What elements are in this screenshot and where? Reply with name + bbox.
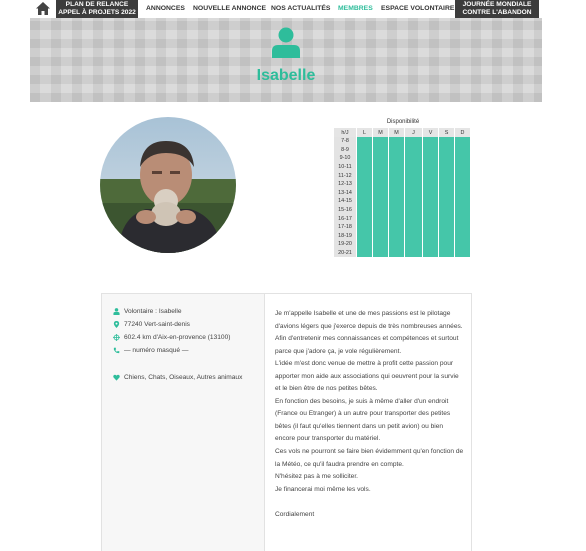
availability-cell xyxy=(455,206,471,215)
heart-icon xyxy=(113,374,120,381)
availability-cell xyxy=(439,171,455,180)
availability-cell xyxy=(373,223,389,232)
availability-cell xyxy=(405,146,423,155)
availability-cell xyxy=(439,206,455,215)
info-phone xyxy=(113,347,189,354)
availability-cell xyxy=(373,240,389,249)
profile-card xyxy=(101,293,472,551)
hour-label: 12-13 xyxy=(334,180,357,189)
availability-cell xyxy=(389,214,405,223)
availability-cell xyxy=(439,146,455,155)
availability-row xyxy=(334,249,471,258)
availability-row xyxy=(334,240,471,249)
availability-cell xyxy=(455,197,471,206)
availability-cell xyxy=(455,214,471,223)
plan-relance-line2: APPEL À PROJETS 2022 xyxy=(58,9,136,16)
day-header: L xyxy=(357,128,373,137)
info-animals xyxy=(113,374,242,381)
availability-title: Disponibilité xyxy=(386,119,420,125)
availability-cell xyxy=(389,137,405,146)
day-header: S xyxy=(439,128,455,137)
availability-cell xyxy=(423,240,439,249)
description-paragraph: L'idée m'est donc venue de mettre à profit cette passion pour apporter mon aide aux associations qui oeuvrent pour la survie et le bien être de nos petites bêtes. xyxy=(275,360,459,393)
city-text: 77240 Vert-saint-denis xyxy=(124,321,190,328)
availability-cell xyxy=(373,189,389,198)
availability-cell xyxy=(357,189,373,198)
availability-cell xyxy=(373,154,389,163)
availability-cell xyxy=(405,214,423,223)
description-paragraph: Ces vols ne pourront se faire bien évidemment qu'en fonction de la Météo, ce qu'il faudra prendre en compte. xyxy=(275,448,464,468)
availability-cell xyxy=(357,249,373,258)
availability-cell xyxy=(423,249,439,258)
availability-row xyxy=(334,206,471,215)
plan-relance-line1: PLAN DE RELANCE xyxy=(65,1,129,8)
availability-cell xyxy=(357,240,373,249)
availability-cell xyxy=(423,206,439,215)
availability-cell xyxy=(373,249,389,258)
availability-cell xyxy=(405,189,423,198)
hour-label: 10-11 xyxy=(334,163,357,172)
availability-cell xyxy=(423,163,439,172)
availability-cell xyxy=(455,163,471,172)
availability-row xyxy=(334,154,471,163)
availability-row xyxy=(334,189,471,198)
phone-icon xyxy=(113,347,120,354)
availability-cell xyxy=(357,223,373,232)
profile-description xyxy=(275,308,465,521)
availability-cell xyxy=(439,180,455,189)
day-header: J xyxy=(405,128,423,137)
hour-label: 7-8 xyxy=(334,137,357,146)
day-header: M xyxy=(389,128,405,137)
availability-cell xyxy=(357,154,373,163)
availability-cell xyxy=(455,180,471,189)
availability-row xyxy=(334,137,471,146)
availability-cell xyxy=(423,137,439,146)
nav-nouvelle-annonce[interactable]: NOUVELLE ANNONCE xyxy=(193,5,267,12)
availability-cell xyxy=(455,189,471,198)
volunteer-text: Volontaire : Isabelle xyxy=(124,308,182,315)
availability-cell xyxy=(405,154,423,163)
nav-membres[interactable]: MEMBRES xyxy=(338,5,373,12)
availability-cell xyxy=(455,232,471,241)
hour-label: 14-15 xyxy=(334,197,357,206)
availability-cell xyxy=(389,146,405,155)
availability-cell xyxy=(423,232,439,241)
animals-text: Chiens, Chats, Oiseaux, Autres animaux xyxy=(124,374,243,381)
availability-cell xyxy=(423,171,439,180)
availability-cell xyxy=(405,197,423,206)
availability-cell xyxy=(455,171,471,180)
availability-cell xyxy=(423,146,439,155)
availability-cell xyxy=(439,232,455,241)
availability-cell xyxy=(439,214,455,223)
availability-cell xyxy=(405,180,423,189)
availability-row xyxy=(334,214,471,223)
availability-cell xyxy=(373,163,389,172)
availability-cell xyxy=(389,232,405,241)
availability-cell xyxy=(439,240,455,249)
description-paragraph: N'hésitez pas à me solliciter. xyxy=(275,473,358,481)
availability-cell xyxy=(455,154,471,163)
availability-cell xyxy=(439,163,455,172)
availability-cell xyxy=(389,223,405,232)
availability-cell xyxy=(357,206,373,215)
availability-cell xyxy=(423,214,439,223)
avatar xyxy=(100,117,236,253)
availability-cell xyxy=(357,146,373,155)
availability-cell xyxy=(439,154,455,163)
availability-cell xyxy=(455,137,471,146)
availability-cell xyxy=(373,206,389,215)
hour-label: 20-21 xyxy=(334,249,357,258)
map-marker-icon xyxy=(113,321,120,328)
availability-cell xyxy=(389,154,405,163)
availability-cell xyxy=(357,197,373,206)
hour-label: 17-18 xyxy=(334,223,357,232)
description-paragraph: Cordialement xyxy=(275,510,315,518)
availability-row xyxy=(334,146,471,155)
user-icon xyxy=(270,26,302,58)
info-volunteer xyxy=(113,308,182,315)
hour-label: 15-16 xyxy=(334,206,357,215)
day-header: M xyxy=(373,128,389,137)
hour-label: 13-14 xyxy=(334,189,357,198)
availability-cell xyxy=(423,189,439,198)
availability-cell xyxy=(357,163,373,172)
description-paragraph xyxy=(275,496,465,509)
availability-cell xyxy=(373,197,389,206)
nav-espace-volontaire[interactable]: ESPACE VOLONTAIRE xyxy=(381,5,455,12)
distance-text: 602.4 km d'Aix-en-provence (13100) xyxy=(124,334,231,341)
availability-cell xyxy=(405,171,423,180)
availability-cell xyxy=(405,137,423,146)
profile-banner xyxy=(30,18,542,102)
availability-cell xyxy=(357,137,373,146)
home-icon[interactable] xyxy=(36,2,50,15)
hour-label: 8-9 xyxy=(334,146,357,155)
hour-label: 11-12 xyxy=(334,171,357,180)
availability-cell xyxy=(405,223,423,232)
top-nav xyxy=(0,0,586,18)
profile-info-panel xyxy=(102,294,265,551)
availability-cell xyxy=(455,146,471,155)
hour-label: 19-20 xyxy=(334,240,357,249)
description-paragraph: Afin d'entretenir mes connaissances et compétences et surtout parce que j'adore ça, je vole régulièrement. xyxy=(275,335,459,355)
description-paragraph: En fonction des besoins, je suis à même d'aller d'un endroit (France ou Etranger) à un autre pour transporter des petites bêtes (il faut qu'elles tiennent dans un petit avion) ou bien encore pour transporter du matériel. xyxy=(275,397,451,443)
day-header: D xyxy=(455,128,471,137)
availability-row xyxy=(334,171,471,180)
journee-line2: CONTRE L'ABANDON xyxy=(462,9,532,16)
availability-row xyxy=(334,223,471,232)
availability-cell xyxy=(389,249,405,258)
availability-row xyxy=(334,163,471,172)
hour-label: 16-17 xyxy=(334,214,357,223)
availability-cell xyxy=(455,223,471,232)
crosshairs-icon xyxy=(113,334,120,341)
availability-cell xyxy=(455,249,471,258)
availability-cell xyxy=(405,232,423,241)
availability-cell xyxy=(357,232,373,241)
availability-cell xyxy=(405,163,423,172)
description-paragraph: Je m'appelle Isabelle et une de mes passions est le pilotage d'avions légers que j'exerce depuis de très nombreuses années. xyxy=(275,310,463,330)
availability-cell xyxy=(439,137,455,146)
availability-cell xyxy=(405,249,423,258)
availability-cell xyxy=(389,189,405,198)
availability-cell xyxy=(439,223,455,232)
availability-cell xyxy=(389,171,405,180)
journee-line1: JOURNÉE MONDIALE xyxy=(462,1,532,8)
availability-cell xyxy=(373,180,389,189)
info-city xyxy=(113,321,190,328)
availability-cell xyxy=(423,223,439,232)
availability-cell xyxy=(373,214,389,223)
availability-cell xyxy=(373,137,389,146)
phone-text: — numéro masqué — xyxy=(124,347,189,354)
hour-label: 9-10 xyxy=(334,154,357,163)
description-paragraph: Je financerai moi même les vols. xyxy=(275,485,371,493)
availability-row xyxy=(334,197,471,206)
nav-actualites[interactable]: NOS ACTUALITÉS xyxy=(271,5,331,12)
info-distance xyxy=(113,334,230,341)
availability-cell xyxy=(405,240,423,249)
availability-cell xyxy=(389,240,405,249)
availability-cell xyxy=(439,249,455,258)
availability-cell xyxy=(389,197,405,206)
journee-mondiale-button[interactable] xyxy=(455,0,539,18)
availability-cell xyxy=(389,163,405,172)
hour-label: 18-19 xyxy=(334,232,357,241)
availability-cell xyxy=(357,171,373,180)
availability-cell xyxy=(423,180,439,189)
nav-annonces[interactable]: ANNONCES xyxy=(146,5,185,12)
profile-name: Isabelle xyxy=(256,67,316,84)
availability-cell xyxy=(423,197,439,206)
availability-cell xyxy=(373,232,389,241)
availability-cell xyxy=(373,171,389,180)
day-header: V xyxy=(423,128,439,137)
availability-cell xyxy=(389,206,405,215)
availability-cell xyxy=(389,180,405,189)
availability-cell xyxy=(357,214,373,223)
grid-corner-label: h/J xyxy=(334,128,357,137)
availability-cell xyxy=(373,146,389,155)
user-small-icon xyxy=(113,308,120,315)
availability-grid xyxy=(334,128,471,257)
availability-cell xyxy=(455,240,471,249)
availability-cell xyxy=(439,189,455,198)
availability-cell xyxy=(405,206,423,215)
availability-cell xyxy=(357,180,373,189)
availability-cell xyxy=(423,154,439,163)
plan-relance-button[interactable] xyxy=(56,0,138,18)
availability-row xyxy=(334,232,471,241)
availability-cell xyxy=(439,197,455,206)
availability-row xyxy=(334,180,471,189)
